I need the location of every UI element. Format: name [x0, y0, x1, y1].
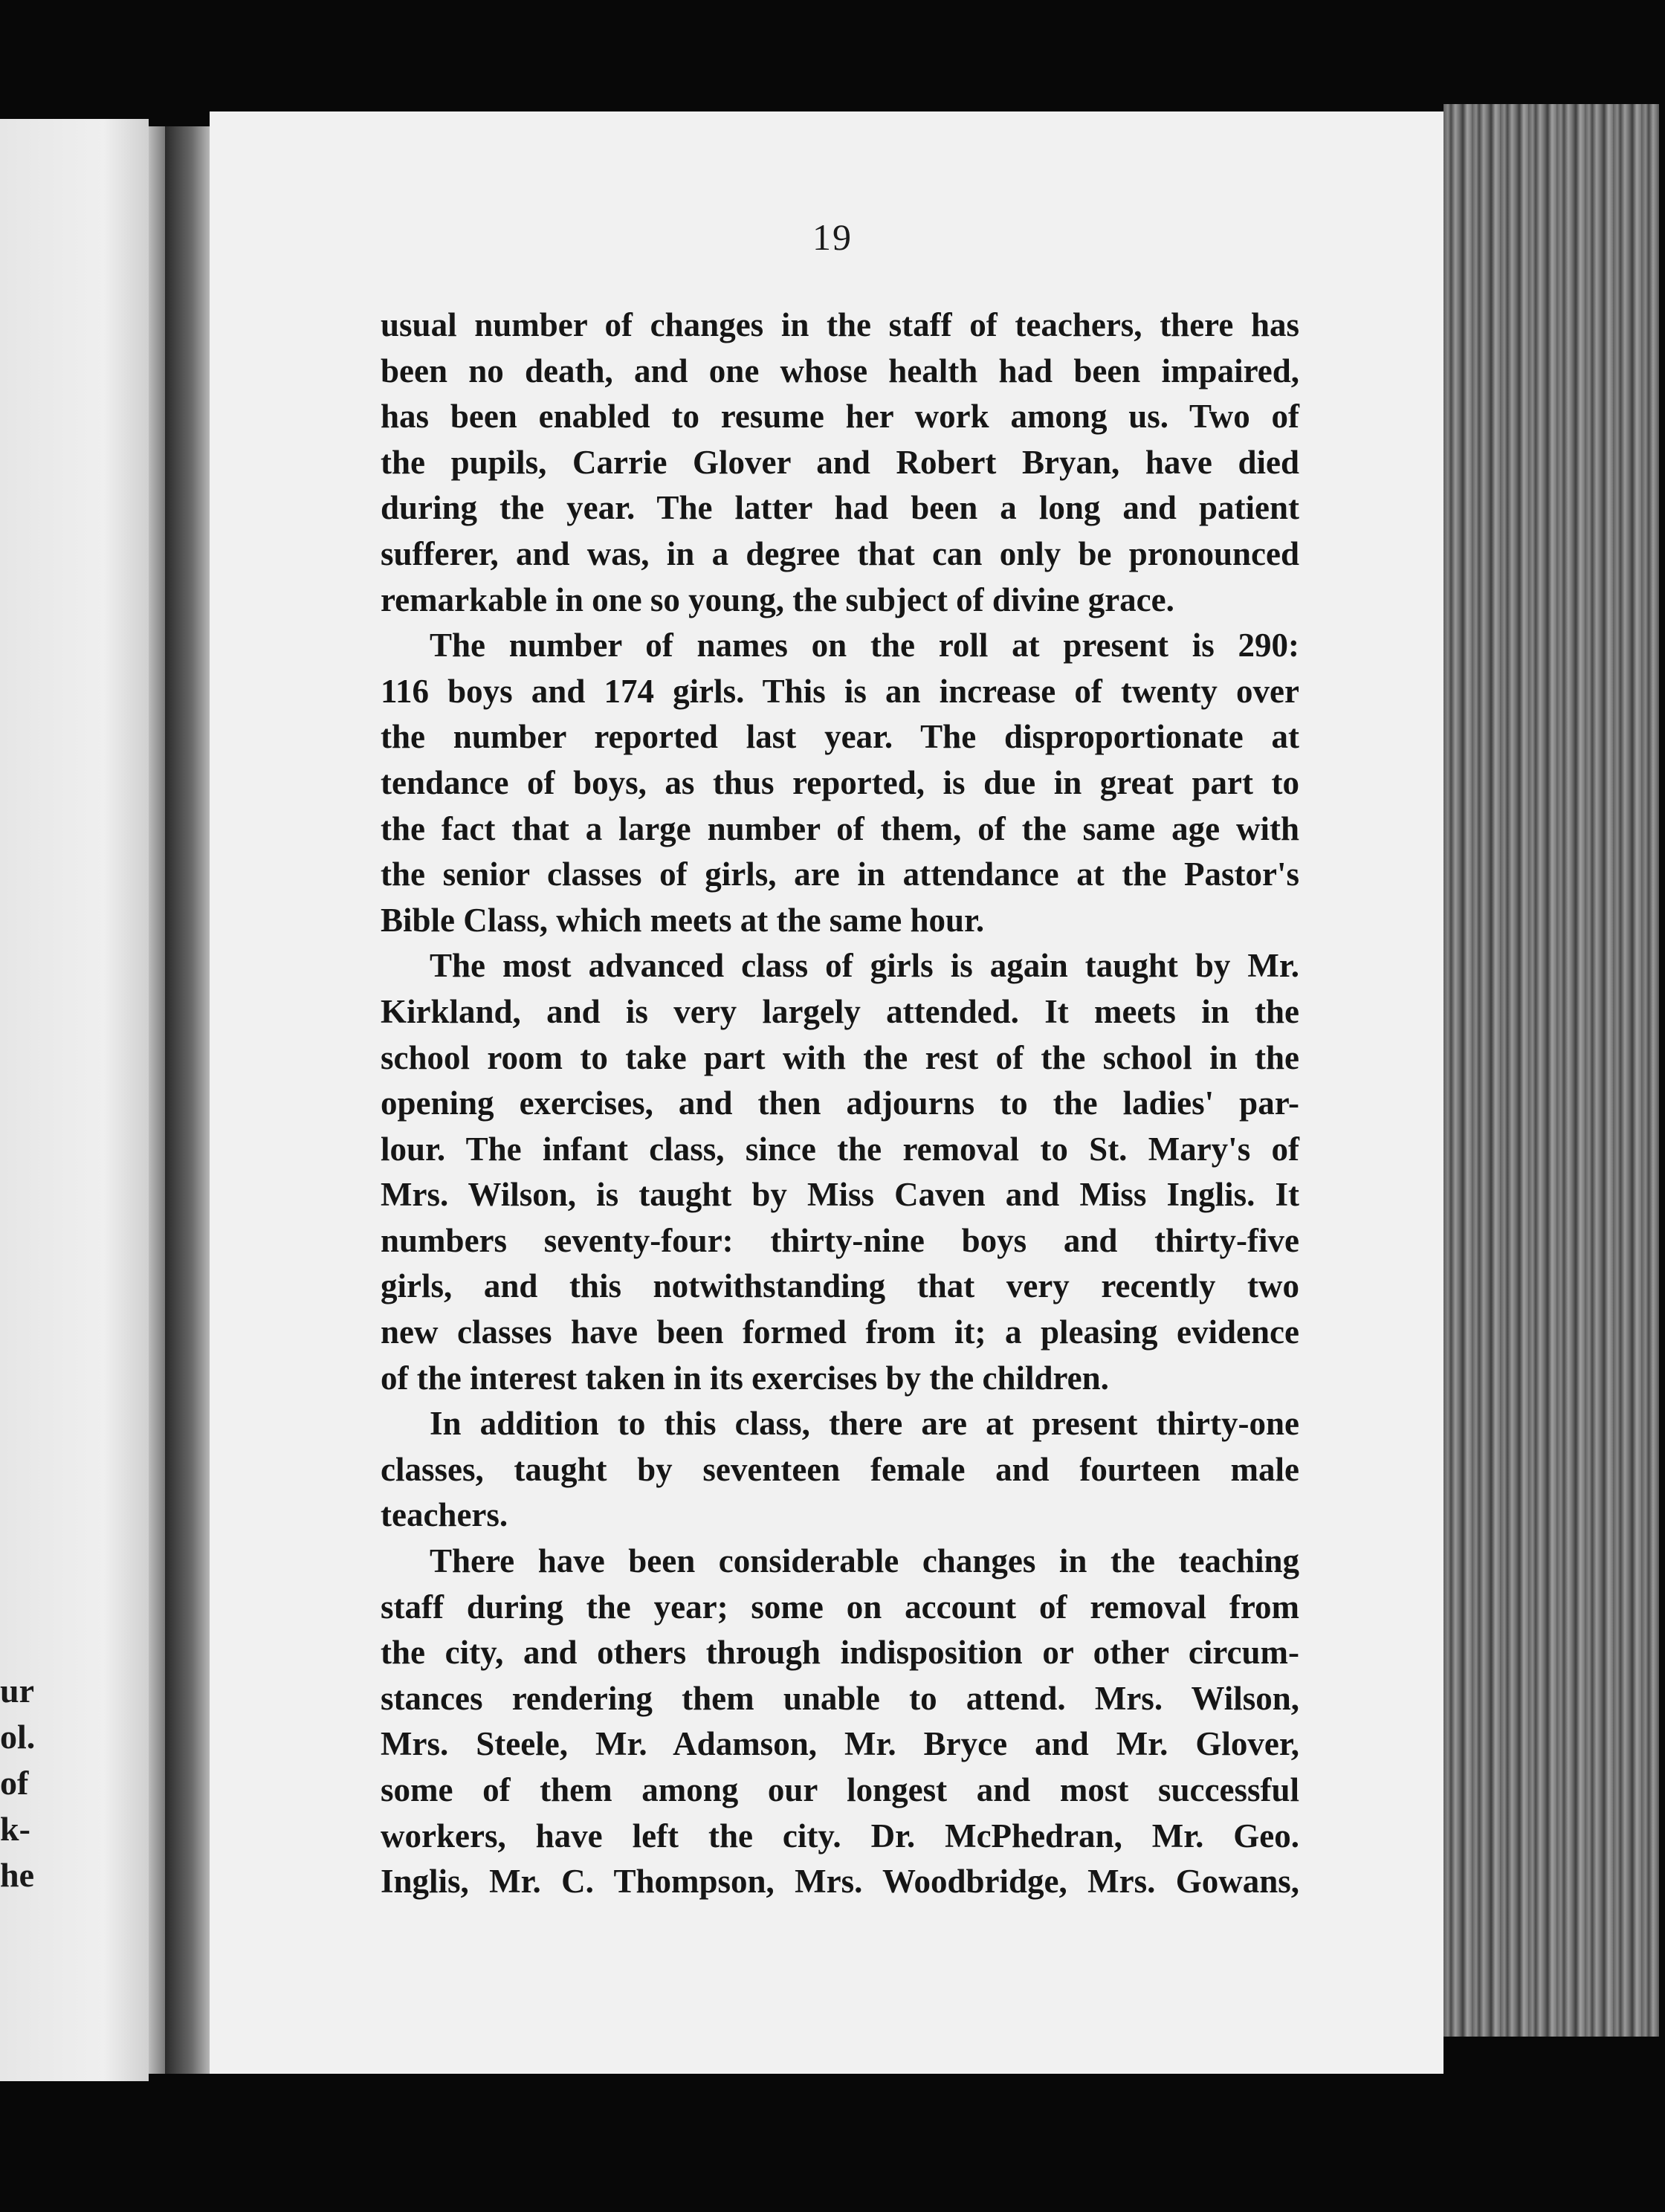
text-line: has been enabled to resume her work among us. Two of	[381, 398, 1299, 436]
book-gutter	[165, 126, 210, 2074]
text-line: the pupils, Carrie Glover and Robert Bryan, have died	[381, 443, 1299, 481]
text-line: staff during the year; some on account of removal from	[381, 1588, 1299, 1626]
text-line: new classes have been formed from it; a pleasing evidence	[381, 1313, 1299, 1351]
page-edges	[1443, 104, 1659, 2037]
text-line: usual number of changes in the staff of teachers, there has	[381, 306, 1299, 343]
page-body-text	[381, 303, 1299, 1905]
text-line: tendance of boys, as thus reported, is due in great part to	[381, 763, 1299, 801]
text-line: In addition to this class, there are at present thirty-one	[430, 1405, 1299, 1443]
text-line: of the interest taken in its exercises by the children.	[381, 1359, 1109, 1397]
text-line: during the year. The latter had been a long and patient	[381, 489, 1299, 527]
text-line: the city, and others through indisposition or other circum-	[381, 1634, 1299, 1672]
text-line: stances rendering them unable to attend. Mrs. Wilson,	[381, 1679, 1299, 1717]
text-line: girls, and this notwithstanding that very recently two	[381, 1267, 1299, 1305]
text-line: workers, have left the city. Dr. McPhedran, Mr. Geo.	[381, 1817, 1299, 1854]
text-line: numbers seventy-four: thirty-nine boys and thirty-five	[381, 1221, 1299, 1259]
text-line: Mrs. Steele, Mr. Adamson, Mr. Bryce and Mr. Glover,	[381, 1725, 1299, 1763]
text-line: Mrs. Wilson, is taught by Miss Caven and Miss Inglis. It	[381, 1176, 1299, 1214]
text-line: There have been considerable changes in the teaching	[430, 1542, 1299, 1580]
text-line: lour. The infant class, since the removal to St. Mary's of	[381, 1130, 1299, 1168]
text-line: opening exercises, and then adjourns to the ladies' par-	[381, 1084, 1299, 1122]
text-line: Kirkland, and is very largely attended. It meets in the	[381, 992, 1299, 1030]
text-line: school room to take part with the rest of the school in the	[381, 1038, 1299, 1076]
text-line: The number of names on the roll at present is 290:	[430, 627, 1299, 664]
text-line: the fact that a large number of them, of the same age with	[381, 809, 1299, 847]
facing-page-fragment: ur	[0, 1672, 34, 1710]
facing-page-fragment: ol.	[0, 1718, 36, 1756]
text-line: Inglis, Mr. C. Thompson, Mrs. Woodbridge, Mrs. Gowans,	[381, 1863, 1299, 1901]
text-line: Bible Class, which meets at the same hour.	[381, 901, 985, 939]
facing-page-fragment: of	[0, 1764, 29, 1802]
text-line: 116 boys and 174 girls. This is an increase of twenty over	[381, 672, 1299, 710]
text-line: some of them among our longest and most successful	[381, 1771, 1299, 1808]
text-line: teachers.	[381, 1496, 508, 1534]
text-line: The most advanced class of girls is again taught by Mr.	[430, 947, 1299, 985]
text-line: remarkable in one so young, the subject of divine grace.	[381, 581, 1174, 618]
text-line: classes, taught by seventeen female and fourteen male	[381, 1450, 1299, 1488]
text-line: been no death, and one whose health had been impaired,	[381, 352, 1299, 389]
text-line: the number reported last year. The disproportionate at	[381, 718, 1299, 756]
facing-page-edge	[149, 126, 165, 2074]
text-line: sufferer, and was, in a degree that can only be pronounced	[381, 534, 1299, 572]
text-line: the senior classes of girls, are in attendance at the Pastor's	[381, 856, 1299, 893]
facing-page-fragment: k-	[0, 1810, 30, 1848]
facing-page-fragment: he	[0, 1856, 34, 1894]
page-number: 19	[812, 216, 853, 258]
